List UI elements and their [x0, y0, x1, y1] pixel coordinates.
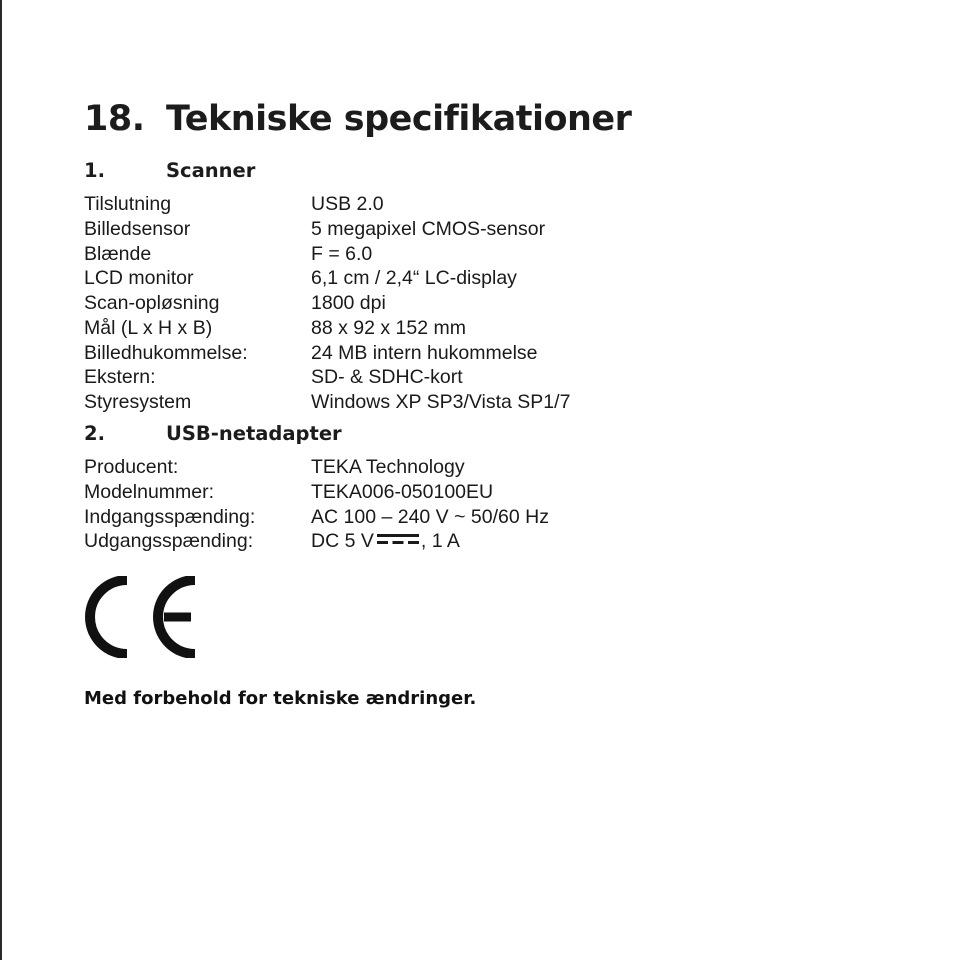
spec-label: Scan-opløsning: [84, 292, 220, 314]
spec-label: Billedsensor: [84, 217, 191, 240]
spec-value: USB 2.0: [311, 193, 384, 215]
spec-row: [84, 217, 784, 242]
section-number: 1.: [84, 159, 105, 182]
dc-current-symbol-icon: [377, 533, 419, 545]
spec-value: [311, 529, 460, 554]
spec-row: [84, 341, 784, 366]
spec-label: Udgangsspænding:: [84, 530, 254, 553]
spec-row: [84, 390, 784, 415]
spec-label: Indgangsspænding:: [84, 505, 256, 528]
section-number: 2.: [84, 422, 105, 445]
spec-label: Ekstern:: [84, 366, 156, 389]
spec-row: [84, 529, 784, 554]
chapter-title: Tekniske specifikationer: [166, 99, 632, 139]
spec-label: LCD monitor: [84, 267, 194, 290]
spec-row: [84, 242, 784, 267]
spec-value: 88 x 92 x 152 mm: [311, 316, 466, 339]
section-heading-scanner: [84, 158, 255, 184]
technical-changes-disclaimer: Med forbehold for tekniske ændringer.: [84, 688, 477, 709]
spec-value: TEKA006-050100EU: [311, 480, 494, 503]
spec-value: F = 6.0: [311, 242, 373, 265]
section-title: USB-netadapter: [166, 422, 342, 445]
spec-row: [84, 316, 784, 341]
spec-label: Billedhukommelse:: [84, 341, 248, 364]
spec-value: 6,1 cm / 2,4“ LC-display: [311, 267, 517, 290]
spec-row: [84, 266, 784, 291]
spec-label: Tilslutning: [84, 193, 172, 215]
spec-value: 5 megapixel CMOS-sensor: [311, 217, 546, 240]
dc-voltage-text: DC 5 V: [311, 530, 374, 553]
section-heading-usb-adapter: [84, 421, 342, 447]
chapter-number: 18.: [84, 99, 145, 139]
spec-label: Modelnummer:: [84, 480, 215, 503]
spec-label: Mål (L x H x B): [84, 316, 213, 339]
dc-current-text: , 1 A: [420, 530, 460, 553]
section-title: Scanner: [166, 159, 256, 182]
spec-value: Windows XP SP3/Vista SP1/7: [311, 391, 571, 413]
spec-row: [84, 505, 784, 530]
spec-row: [84, 365, 784, 390]
scanner-spec-table: [84, 192, 784, 415]
spec-row: [84, 480, 784, 505]
spec-value: TEKA Technology: [311, 456, 465, 478]
spec-label: Producent:: [84, 456, 179, 478]
spec-value: AC 100 – 240 V ~ 50/60 Hz: [311, 505, 549, 528]
spec-row: [84, 291, 784, 316]
spec-label: Blænde: [84, 242, 152, 265]
spec-value: 24 MB intern hukommelse: [311, 341, 538, 364]
ce-mark-icon: [84, 576, 198, 658]
spec-value: 1800 dpi: [311, 292, 386, 314]
adapter-spec-table: [84, 455, 784, 554]
spec-label: Styresystem: [84, 391, 192, 413]
spec-value: SD- & SDHC-kort: [311, 366, 463, 389]
page-edge-rule: [0, 0, 2, 960]
spec-row: [84, 455, 784, 480]
spec-row: [84, 192, 784, 217]
page-title: [84, 96, 631, 142]
